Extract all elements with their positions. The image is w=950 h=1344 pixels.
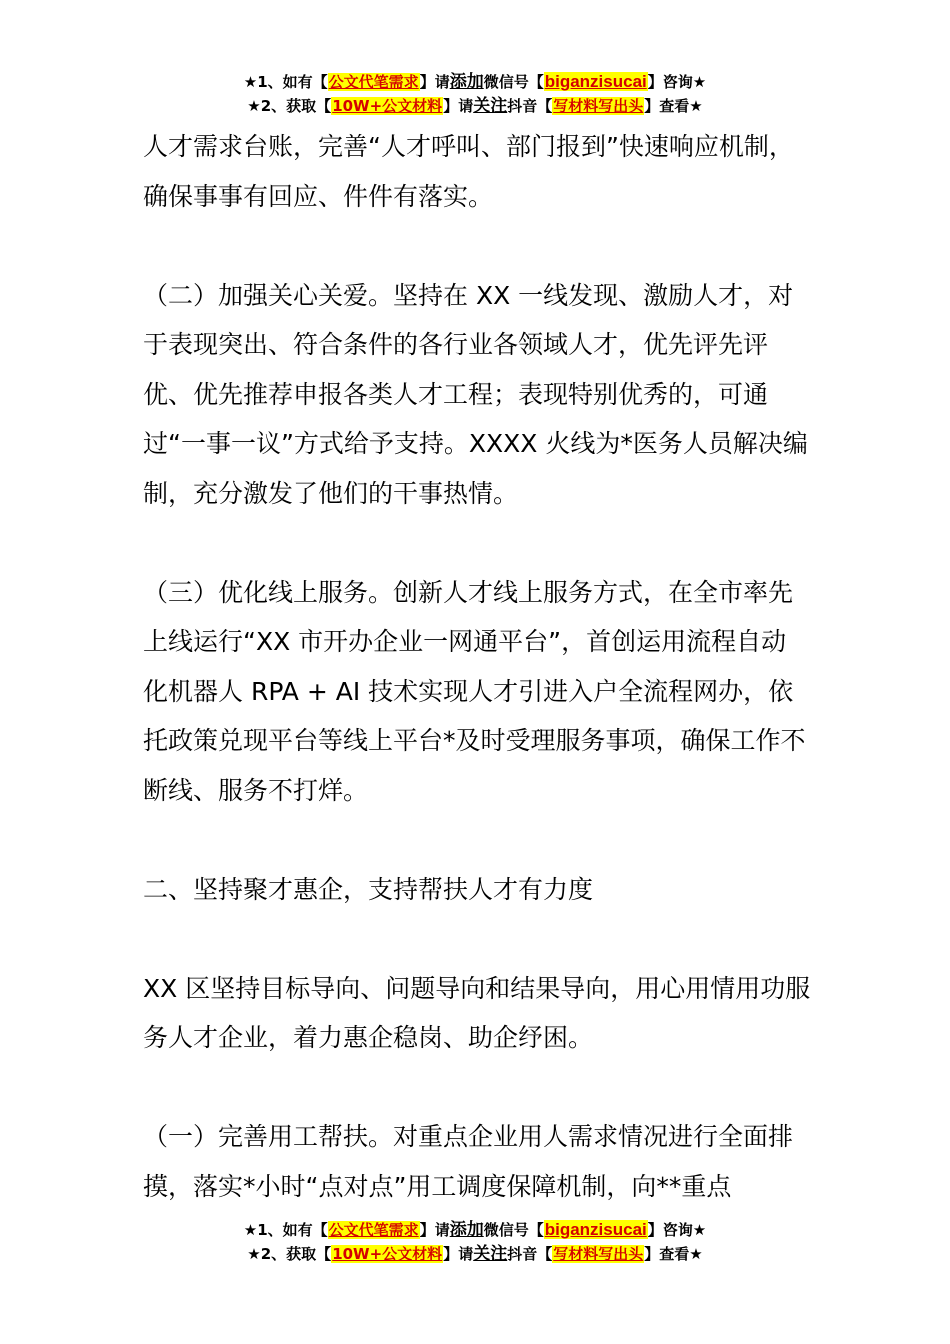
paragraph: XX 区坚持目标导向、问题导向和结果导向，用心用情用功服务人才企业，着力惠企稳岗、助企纾困。 [143,973,811,1052]
banner-text: 】查看★ [644,97,703,115]
banner-text: ★2、获取【 [247,1245,332,1263]
highlight-douyin-account: 写材料写出头 [553,1245,644,1263]
highlight-douyin-account: 写材料写出头 [553,97,644,115]
paragraph: 人才需求台账，完善“人才呼叫、部门报到”快速响应机制，确保事事有回应、件件有落实。 [143,132,794,211]
banner-text: 抖音【 [507,1245,553,1263]
banner-text: 微信号【 [483,1221,544,1239]
banner-text: 】咨询★ [647,1221,707,1239]
banner-text: 】请 [419,1221,450,1239]
banner-text: 】请 [419,73,450,91]
highlight-wechat-id: biganzisucai [544,1220,647,1239]
banner-text: ★1、如有【 [243,73,328,91]
banner-line-1 [0,70,950,94]
paragraph-gap [143,914,811,964]
highlight-service: 公文代笔需求 [328,1221,419,1239]
highlight-wechat-id: biganzisucai [544,72,647,91]
footer-banner [0,1218,950,1266]
paragraph: （一）完善用工帮扶。对重点企业用人需求情况进行全面排摸，落实*小时“点对点”用工调度保障机制，向**重点 [143,1122,794,1201]
banner-line-2 [0,1242,950,1266]
banner-text: ★1、如有【 [243,1221,328,1239]
highlight-materials: 10W+公文材料 [332,1245,443,1263]
banner-line-2 [0,94,950,118]
paragraph-gap [143,1063,811,1113]
banner-emphasis: 添加 [449,72,484,92]
paragraph-gap [143,221,811,271]
banner-line-1 [0,1218,950,1242]
banner-text: 】请 [443,1245,474,1263]
banner-emphasis: 添加 [449,1220,484,1240]
banner-emphasis: 关注 [473,1244,508,1264]
highlight-materials: 10W+公文材料 [332,97,443,115]
paragraph-gap [143,518,811,568]
banner-text: 】查看★ [644,1245,703,1263]
paragraph: （二）加强关心关爱。坚持在 XX 一线发现、激励人才，对于表现突出、符合条件的各行业各领域人才，优先评先评优、优先推荐申报各类人才工程；表现特别优秀的，可通过“一事一议”方式给予支持。XXXX 火线为*医务人员解决编制，充分激发了他们的干事热情。 [143,280,808,508]
section-heading: 二、坚持聚才惠企，支持帮扶人才有力度 [143,874,594,904]
banner-text: 】请 [443,97,474,115]
header-banner [0,70,950,118]
document-body [143,122,811,1211]
banner-text: 】咨询★ [647,73,707,91]
banner-text: 微信号【 [483,73,544,91]
paragraph-gap [143,815,811,865]
banner-emphasis: 关注 [473,96,508,116]
paragraph: （三）优化线上服务。创新人才线上服务方式，在全市率先上线运行“XX 市开办企业一网通平台”，首创运用流程自动化机器人 RPA + AI 技术实现人才引进入户全流程网办，依托政策兑现平台等线上平台*及时受理服务事项，确保工作不断线、服务不打烊。 [143,577,806,805]
banner-text: ★2、获取【 [247,97,332,115]
highlight-service: 公文代笔需求 [328,73,419,91]
banner-text: 抖音【 [507,97,553,115]
